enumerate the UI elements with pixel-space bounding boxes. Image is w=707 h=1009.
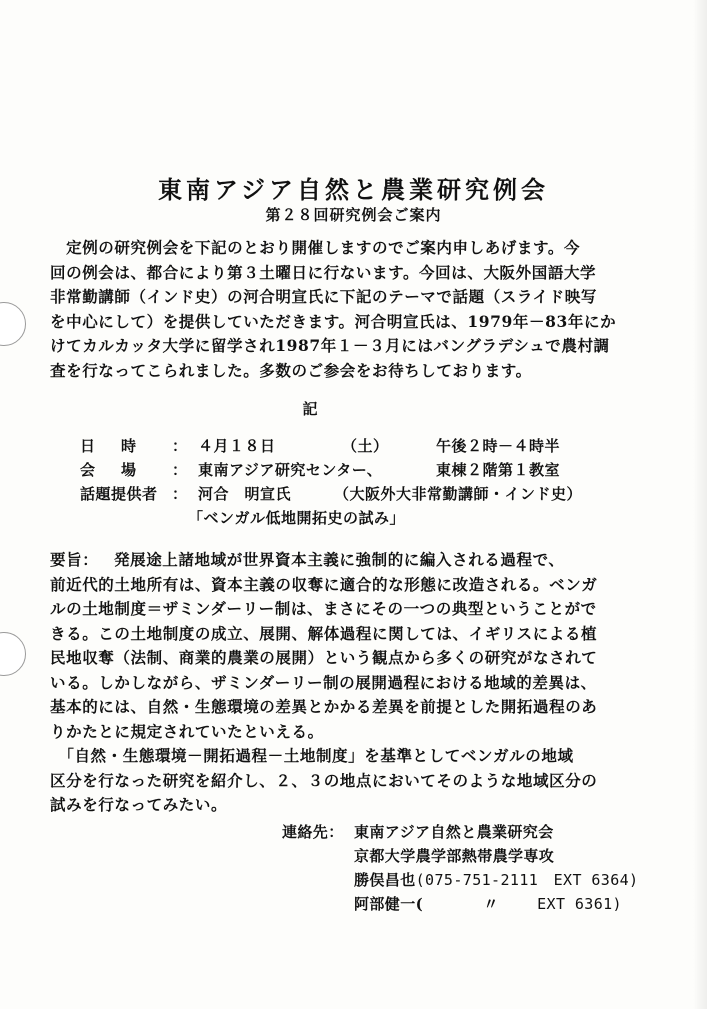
abstract-heading: 要旨： — [50, 550, 99, 569]
notice-marker: 記 — [302, 400, 318, 418]
abstract-paragraph — [50, 548, 650, 818]
date-label: 日時 — [80, 437, 163, 455]
person2-ext: EXT 6361) — [537, 895, 622, 913]
person2-name: 阿部健一 — [354, 895, 416, 913]
abstract-first-line — [50, 548, 650, 573]
binder-hole-top — [0, 302, 26, 346]
talk-theme: 「ベンガル低地開拓史の試み」 — [188, 509, 406, 527]
ditto-mark: 〃 — [483, 895, 499, 913]
abstract-line: きる。この土地制度の成立、展開、解体過程に関しては、イギリスによる植 — [50, 623, 598, 643]
abstract-line: ルの土地制度＝ザミンダーリー制は、まさにその一つの典型ということがで — [50, 599, 597, 618]
contact-dept: 京都大学農学部熱帯農学専攻 — [354, 847, 555, 865]
abstract-line: 試みを行なってみたい。 — [50, 795, 228, 814]
person1-name: 勝俣昌也 — [354, 871, 416, 889]
intro-paragraph — [50, 236, 650, 383]
contact-person2 — [354, 892, 622, 916]
person1-phone: (075-751-2111 EXT 6364) — [415, 871, 639, 889]
contact-label: 連絡先： — [282, 823, 344, 841]
contact-person1 — [354, 868, 639, 892]
venue-label: 会場 — [80, 461, 163, 479]
intro-line: けてカルカッタ大学に留学され1987年１－３月にはバングラデシュで農村調 — [50, 336, 610, 355]
speaker-colon: ： — [172, 485, 188, 503]
binder-hole-bottom — [0, 632, 26, 676]
document-title: 東南アジア自然と農業研究例会 — [157, 176, 550, 204]
document-subtitle: 第２８回研究例会ご案内 — [265, 206, 442, 224]
abstract-line: 民地収奪（法制、商業的農業の展開）という観点から多くの研究がなされて — [50, 648, 598, 667]
abstract-line: りかたとに規定されていたといえる。 — [50, 721, 324, 741]
venue-room: 東棟２階第１教室 — [436, 461, 561, 479]
intro-line: 定例の研究例会を下記のとおり開催しますのでご案内申しあげます。今 — [50, 238, 581, 257]
speaker-name: 河合 明宣氏 — [198, 485, 292, 503]
intro-line: 非常勤講師（インド史）の河合明宣氏に下記のテーマで話題（スライド映写 — [50, 287, 597, 306]
date-colon: ： — [172, 437, 188, 455]
venue-colon: ： — [172, 461, 188, 479]
abstract-line: 前近代的土地所有は、資本主義の収奪に適合的な形態に改造される。ベンガ — [50, 574, 598, 594]
venue-place: 東南アジア研究センター、 — [198, 461, 383, 479]
contact-org: 東南アジア自然と農業研究会 — [354, 823, 554, 841]
date-time: 午後２時－４時半 — [436, 437, 561, 455]
date-weekday: （土） — [342, 437, 389, 455]
intro-line: を中心にして）を提供していただきます。河合明宣氏は、1979年－83年にか — [50, 311, 617, 331]
date-day: ４月１８日 — [198, 437, 276, 455]
intro-line: 査を行なってこられました。多数のご参会をお待ちしております。 — [50, 360, 532, 380]
abstract-line: 基本的には、自然・生態環境の差異とかかる差異を前提とした開拓過程のあ — [50, 697, 598, 716]
intro-line: 回の例会は、都合により第３土曜日に行ないます。今回は、大阪外国語大学 — [50, 262, 597, 282]
person2-open: ( — [415, 895, 424, 913]
abstract-line: 区分を行なった研究を紹介し、２、３の地点においてそのような地域区分の — [50, 770, 598, 790]
speaker-affiliation: （大阪外大非常勤講師・インド史） — [334, 485, 583, 503]
abstract-line: いる。しかしながら、ザミンダーリー制の展開過程における地域的差異は、 — [50, 672, 597, 692]
abstract-line: 「自然・生態環境－開拓過程－土地制度」を基準としてベンガルの地域 — [50, 746, 574, 765]
abstract-line: 発展途上諸地域が世界資本主義に強制的に編入される過程で、 — [114, 550, 565, 569]
page-edge-shadow — [693, 0, 707, 1009]
speaker-label: 話題提供者 — [80, 485, 158, 503]
